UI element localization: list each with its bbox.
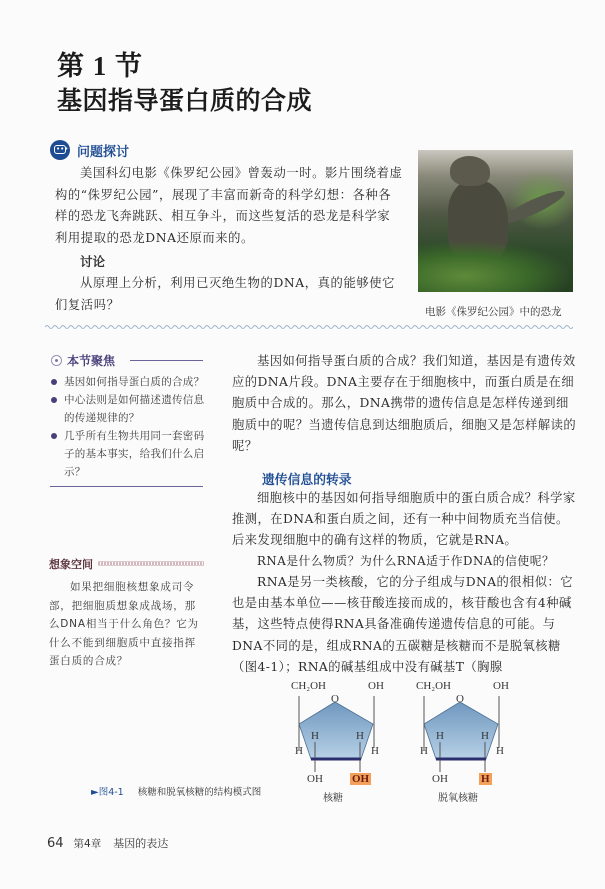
bullet-icon <box>51 379 57 385</box>
section-focus-list <box>50 373 205 481</box>
focus-target-icon <box>51 355 62 366</box>
ring-oxygen-label: O <box>331 693 339 705</box>
chapter-title: 基因的表达 <box>113 837 169 850</box>
oh-top-label: OH <box>493 680 509 692</box>
h-inner-right-label: H <box>481 730 489 742</box>
subheading-transcription: 遗传信息的转录 <box>262 473 352 488</box>
h-highlight-label: H <box>481 773 490 785</box>
wavy-divider <box>45 324 573 330</box>
ch2oh-label: CH₂OH <box>291 680 327 692</box>
focus-item: 中心法则是如何描述遗传信息的传递规律的？ <box>50 391 205 427</box>
focus-title-rule <box>130 360 203 361</box>
imagination-title: 想象空间 <box>49 558 93 571</box>
h-inner-left-label: H <box>436 730 444 742</box>
question-text: RNA是什么物质？为什么RNA适于作DNA的信使呢？ <box>257 554 555 568</box>
deoxyribose-diagram <box>410 680 535 805</box>
ribose-name: 核糖 <box>323 793 343 804</box>
oh-bottom-left-label: OH <box>307 773 323 785</box>
h-outer-right-label: H <box>371 745 379 757</box>
main-paragraph-1: 基因如何指导蛋白质的合成？我们知道，基因是有遗传效应的DNA片段。DNA主要存在于细胞核中，而蛋白质是在细胞质中合成的。那么，DNA携带的遗传信息是怎样传递到细胞质中的呢？当遗传信息到达细胞质后，细胞又是怎样解读的呢？ <box>232 354 577 453</box>
chapter-label: 第4章 <box>73 838 102 850</box>
dinosaur-photo <box>418 150 573 292</box>
section-number: 第 1 节 <box>57 51 143 81</box>
imagination-title-rule <box>98 561 204 566</box>
discussion-text: 从原理上分析，利用已灭绝生物的DNA，真的能够使它们复活吗？ <box>55 276 396 312</box>
focus-item: 基因如何指导蛋白质的合成？ <box>50 373 205 391</box>
arrow-right-icon: ► <box>91 787 99 798</box>
oh-bottom-left-label: OH <box>432 773 448 785</box>
main-paragraph-3: RNA是另一类核酸，它的分子组成与DNA的很相似：它也是由基本单位——核苷酸连接而成的，核苷酸也含有4种碱基，这些特点使得RNA具备准确传递遗传信息的可能。与DNA不同的是，组成RNA的五碳糖是核糖而不是脱氧核糖（图4-1）；RNA的碱基组成中没有碱基T（胸腺 <box>232 575 574 674</box>
figure-caption <box>91 784 261 798</box>
h-outer-right-label: H <box>496 745 504 757</box>
figure-number: 图4-1 <box>98 787 124 798</box>
focus-item: 几乎所有生物共用同一套密码子的基本事实，给我们什么启示？ <box>50 427 205 481</box>
ring-oxygen-label: O <box>456 693 464 705</box>
bullet-icon <box>51 433 57 439</box>
chat-bubble-icon: ••• <box>50 140 70 160</box>
imagination-text: 如果把细胞核想象成司令部，把细胞质想象成战场，那么DNA相当于什么角色？它为什么不能到细胞质中直接指挥蛋白质的合成？ <box>49 581 199 667</box>
h-outer-left-label: H <box>295 745 303 757</box>
photo-caption: 电影《侏罗纪公园》中的恐龙 <box>425 306 562 318</box>
h-inner-right-label: H <box>356 730 364 742</box>
discussion-heading: 讨论 <box>80 254 106 269</box>
h-inner-left-label: H <box>311 730 319 742</box>
oh-highlight-label: OH <box>352 773 370 785</box>
oh-top-label: OH <box>368 680 384 692</box>
ribose-diagram <box>285 680 410 805</box>
main-paragraph-2: 细胞核中的基因如何指导细胞质中的蛋白质合成？科学家推测，在DNA和蛋白质之间，还有一种中间物质充当信使。后来发现细胞中的确有这样的物质，它就是RNA。 <box>232 491 576 548</box>
h-outer-left-label: H <box>420 745 428 757</box>
ch2oh-label: CH₂OH <box>416 680 452 692</box>
section-focus-title: 本节聚焦 <box>67 354 116 368</box>
page-footer <box>47 835 168 851</box>
problem-intro-text: 美国科幻电影《侏罗纪公园》曾轰动一时。影片围绕着虚构的“侏罗纪公园”，展现了丰富而新奇的科学幻想：各种各样的恐龙飞奔跳跃、相互争斗，而这些复活的恐龙是科学家利用提取的恐龙DNA还原而来的。 <box>55 166 403 245</box>
figure-caption-text: 核糖和脱氧核糖的结构模式图 <box>137 787 262 798</box>
page-number: 64 <box>47 836 64 851</box>
section-title: 基因指导蛋白质的合成 <box>57 86 313 115</box>
problem-discussion-label: 问题探讨 <box>77 145 130 160</box>
focus-bottom-rule <box>50 486 203 487</box>
bullet-icon <box>51 397 57 403</box>
deoxyribose-name: 脱氧核糖 <box>438 793 478 804</box>
